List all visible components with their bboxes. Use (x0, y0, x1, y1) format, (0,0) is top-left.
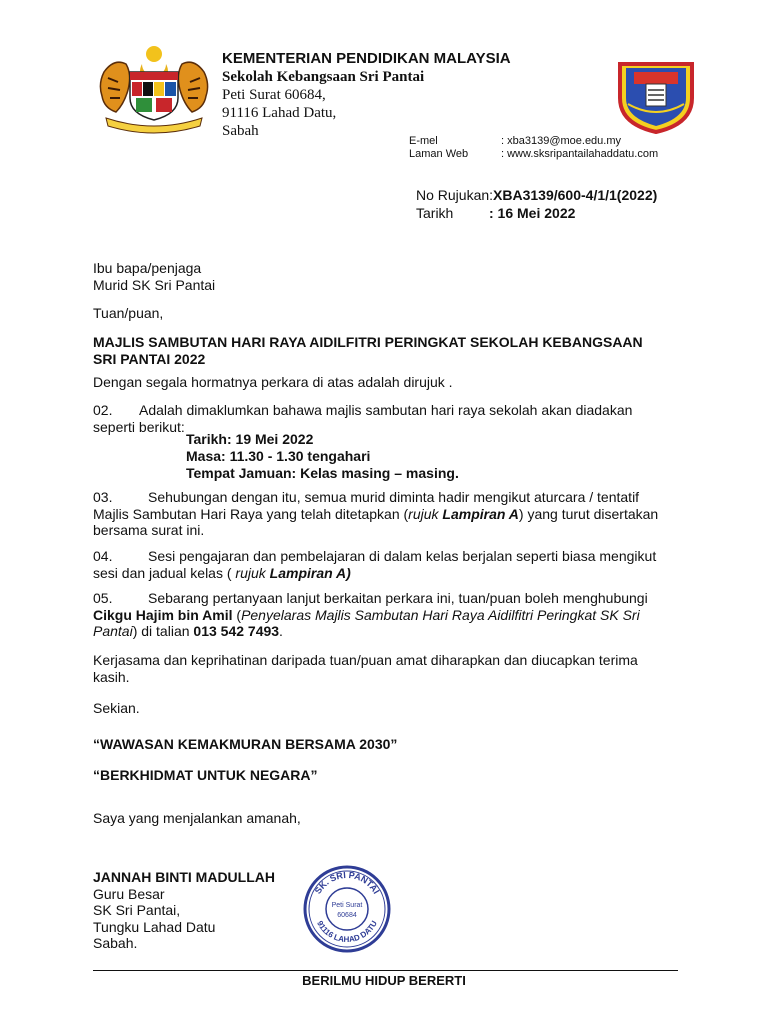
school-logo (610, 54, 702, 134)
closing-line: Kerjasama dan keprihatinan daripada tuan/puan amat diharapkan dan diucapkan terima (93, 652, 638, 668)
signer-name: JANNAH BINTI MADULLAH (93, 869, 275, 885)
school-stamp (302, 864, 392, 954)
para-text: rujuk (235, 564, 270, 581)
recipient-line: Murid SK Sri Pantai (93, 276, 216, 293)
lampiran-ref: Lampiran A) (269, 564, 351, 581)
date-label: Tarikh (416, 205, 454, 221)
event-date: Tarikh: 19 Mei 2022 (186, 431, 314, 447)
para-text: ) yang turut disertakan (518, 505, 659, 522)
ref-label: No Rujukan: (416, 187, 494, 203)
web-value: : www.sksripantailahaddatu.com (501, 148, 659, 160)
amanah-text: Saya yang menjalankan amanah, (93, 810, 301, 826)
date-value: : 16 Mei 2022 (489, 205, 576, 221)
contact-name: Cikgu Hajim bin Amil (93, 606, 233, 623)
malaysia-crest-logo (96, 42, 212, 134)
paragraph-05 (93, 590, 667, 640)
sekian: Sekian. (93, 700, 140, 716)
para-text: sesi dan jadual kelas ( (93, 564, 236, 581)
para-number: 02. (93, 402, 113, 418)
stamp-center-1: Peti Surat (331, 902, 363, 909)
reference-block (416, 186, 657, 222)
para-text: seperti berikut: (93, 418, 185, 435)
para-text: Adalah dimaklumkan bahawa majlis sambutan hari raya sekolah akan diadakan (139, 402, 633, 418)
para-text: . (279, 623, 283, 639)
stamp-bottom-text: 91116 LAHAD DATU (315, 919, 379, 945)
para-text: Sesi pengajaran dan pembelajaran di dalam kelas berjalan seperti biasa mengikut (148, 548, 657, 564)
signer-line: Tungku Lahad Datu (93, 918, 216, 935)
para-text: Sebarang pertanyaan lanjut berkaitan perkara ini, tuan/puan boleh menghubungi (148, 590, 648, 606)
web-label: Laman Web (409, 148, 469, 160)
signer-line: Sabah. (93, 935, 138, 951)
para-number: 03. (93, 489, 113, 505)
subject-heading (93, 334, 643, 367)
recipient (93, 260, 215, 293)
slogan-berkhidmat: “BERKHIDMAT UNTUK NEGARA” (93, 767, 318, 783)
para-text: rujuk (408, 505, 443, 522)
closing-line: kasih. (93, 668, 130, 685)
salutation: Tuan/puan, (93, 305, 164, 321)
subject-line: SRI PANTAI 2022 (93, 350, 206, 367)
signer-block (93, 869, 275, 952)
event-time: Masa: 11.30 - 1.30 tengahari (186, 447, 371, 464)
address-line-1: Peti Surat 60684, (222, 87, 326, 103)
para-text: ( (232, 606, 242, 623)
footer-motto: BERILMU HIDUP BERERTI (302, 973, 466, 988)
school-name: Sekolah Kebangsaan Sri Pantai (222, 69, 425, 85)
para-text: ) di talian (132, 623, 194, 639)
address-line-3: Sabah (222, 123, 259, 139)
lampiran-ref: Lampiran A (442, 505, 519, 522)
para-text: bersama surat ini. (93, 522, 205, 538)
paragraph-04 (93, 548, 667, 581)
para-text: Majlis Sambutan Hari Raya yang telah ditetapkan ( (93, 505, 409, 522)
closing-text (93, 652, 667, 685)
footer-divider (93, 970, 678, 971)
email-value: : xba3139@moe.edu.my (501, 135, 622, 147)
stamp-top-text: SK. SRI PANTAI (312, 869, 382, 896)
event-venue: Tempat Jamuan: Kelas masing – masing. (186, 465, 459, 481)
para-number: 04. (93, 548, 113, 564)
subject-line: MAJLIS SAMBUTAN HARI RAYA AIDILFITRI PERINGKAT SEKOLAH KEBANGSAAN (93, 334, 643, 350)
address-line-2: 91116 Lahad Datu, (222, 105, 337, 121)
paragraph-03 (93, 489, 667, 539)
signer-line: SK Sri Pantai, (93, 902, 181, 918)
contact-phone: 013 542 7493 (193, 623, 280, 639)
slogan-wawasan: “WAWASAN KEMAKMURAN BERSAMA 2030” (93, 736, 398, 752)
recipient-line: Ibu bapa/penjaga (93, 260, 202, 276)
para-number: 05. (93, 590, 113, 606)
email-label: E-mel (409, 135, 438, 147)
stamp-center-2: 60684 (337, 912, 357, 919)
para-text: Pantai (93, 623, 133, 639)
para-text: Penyelaras Majlis Sambutan Hari Raya Aidilfitri Peringkat SK Sri (241, 606, 640, 623)
ref-value: XBA3139/600-4/1/1(2022) (493, 187, 658, 203)
para-text: Sehubungan dengan itu, semua murid diminta hadir mengikut aturcara / tentatif (148, 489, 640, 505)
signer-line: Guru Besar (93, 885, 165, 902)
ministry-title: KEMENTERIAN PENDIDIKAN MALAYSIA (222, 50, 511, 67)
event-details (186, 431, 459, 482)
intro-text: Dengan segala hormatnya perkara di atas adalah dirujuk . (93, 374, 453, 390)
